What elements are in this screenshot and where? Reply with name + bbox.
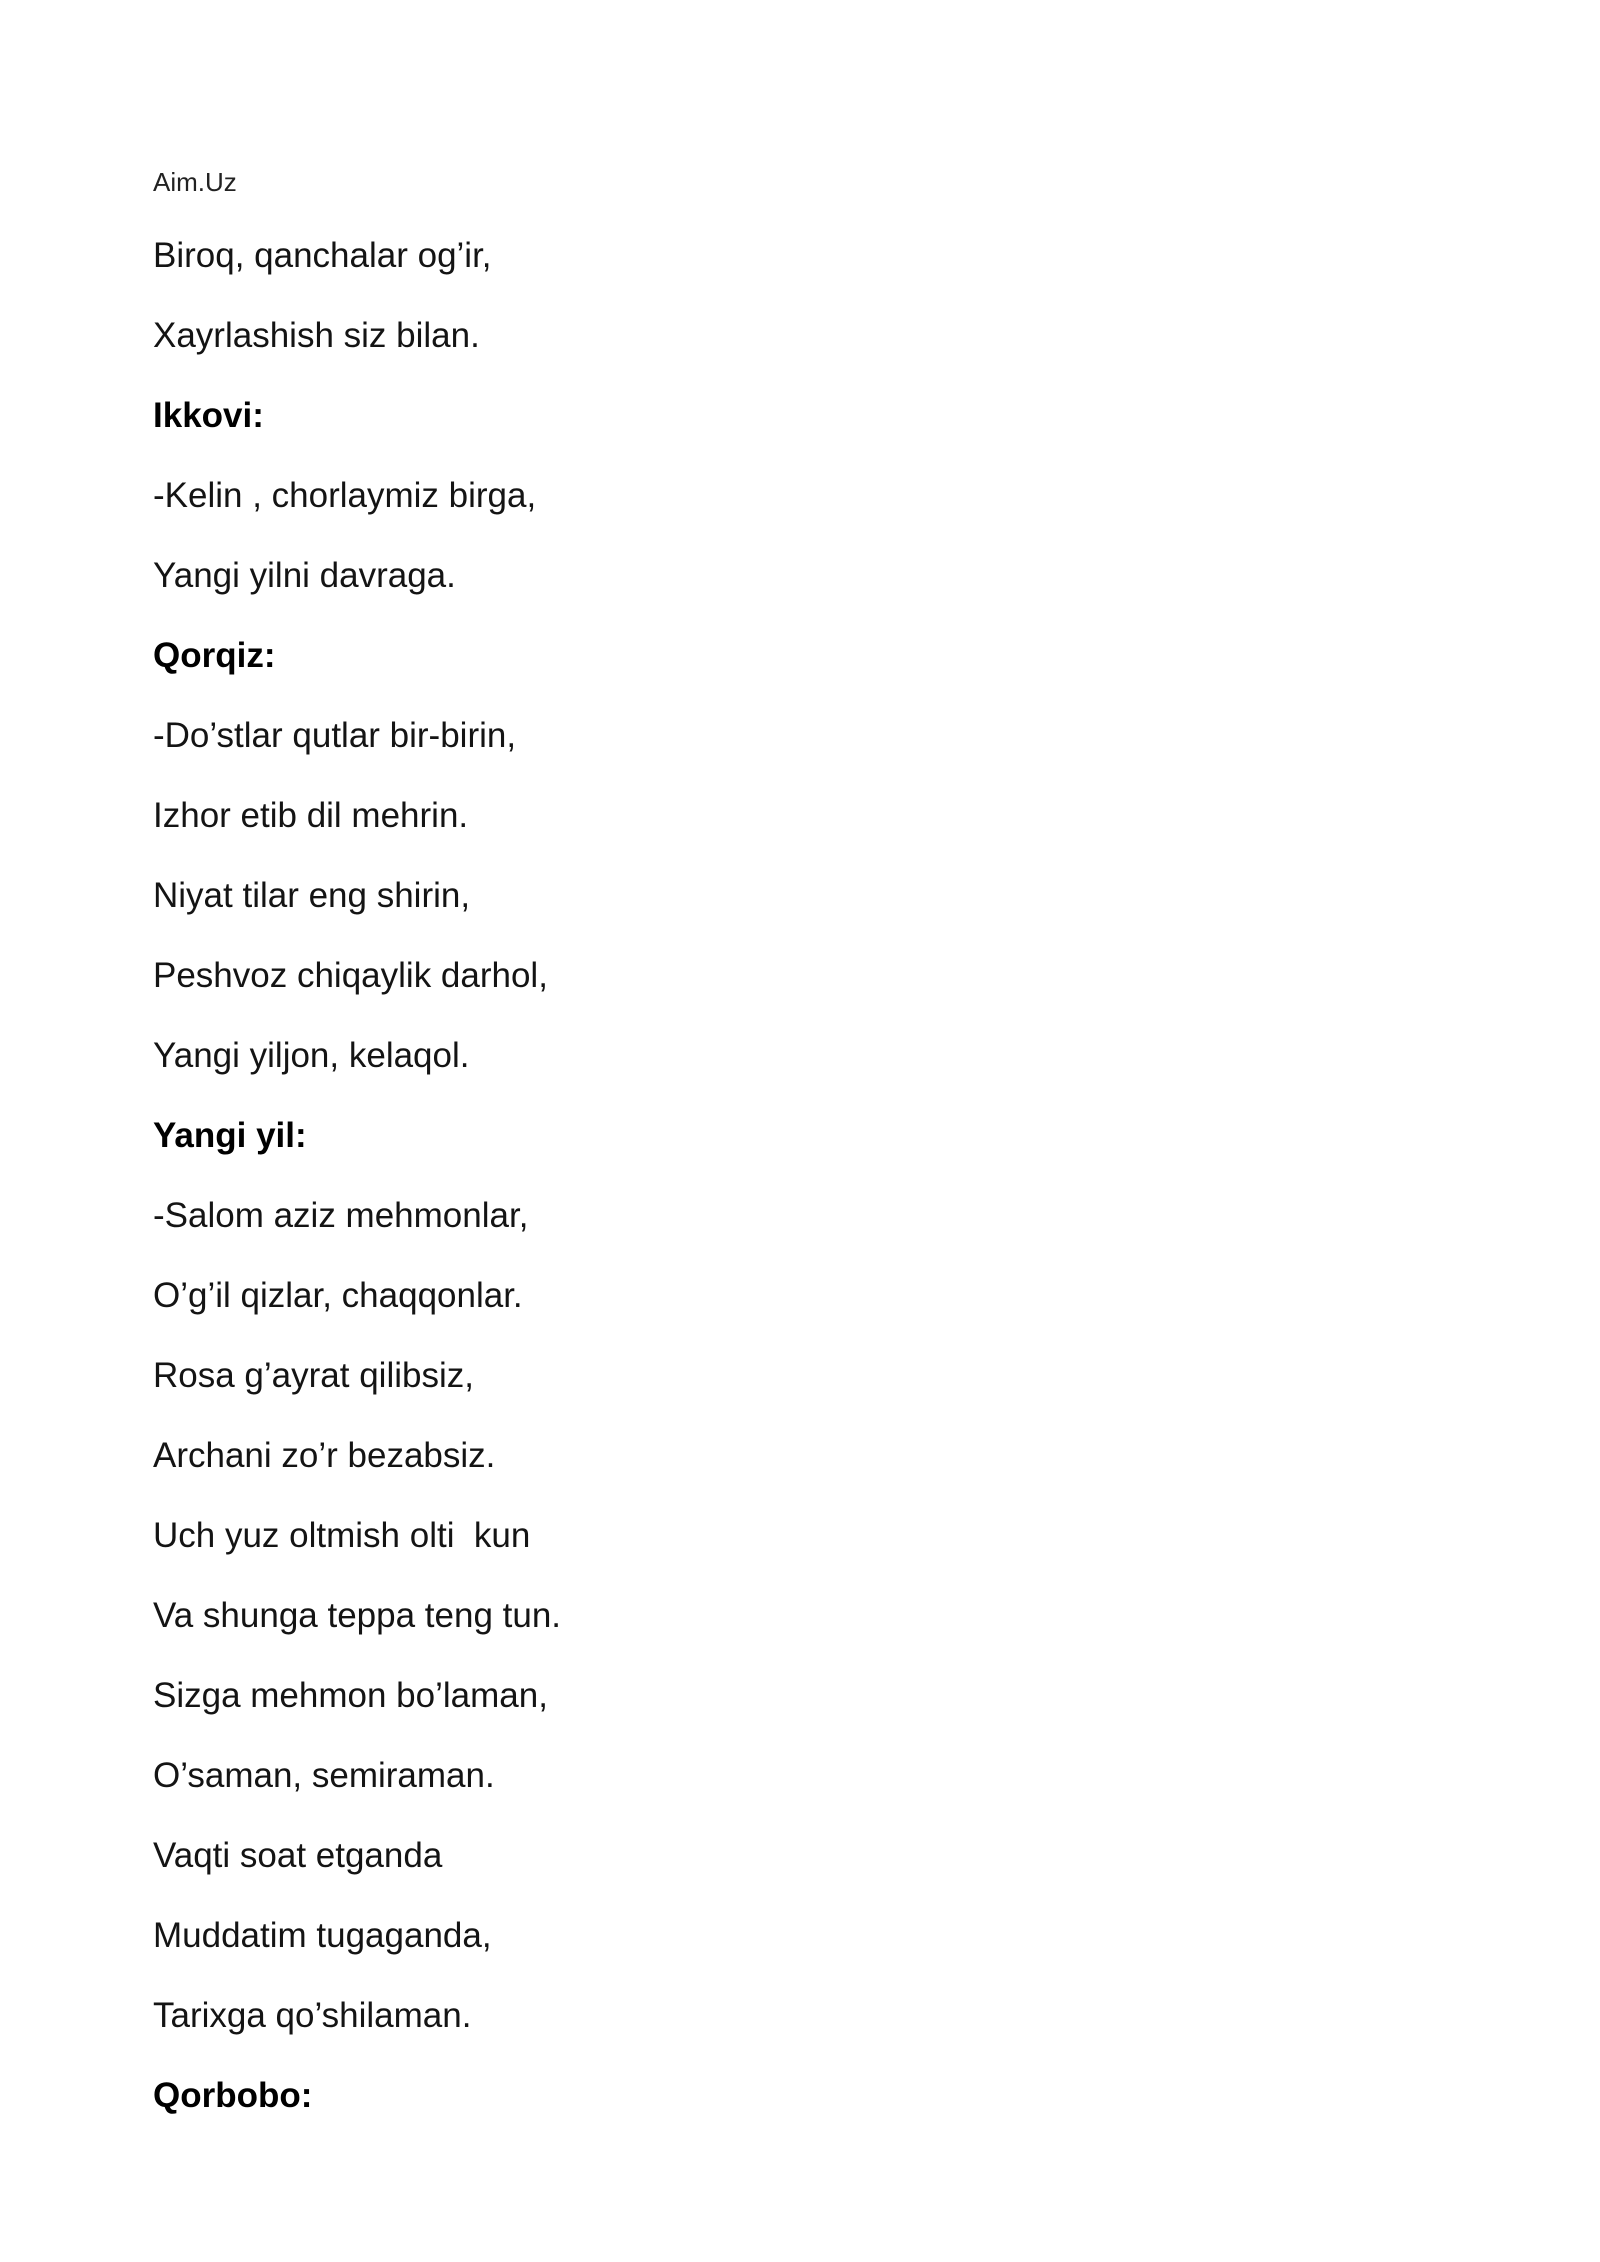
page-header: Aim.Uz	[153, 167, 237, 197]
speaker-name: Qorqiz:	[153, 636, 276, 675]
speaker-name: Yangi yil:	[153, 1116, 307, 1155]
poem-lines	[153, 228, 561, 2148]
verse-line: Niyat tilar eng shirin,	[153, 876, 471, 915]
verse-line: Archani zo’r bezabsiz.	[153, 1436, 496, 1475]
verse-line: Yangi yiljon, kelaqol.	[153, 1036, 470, 1075]
speaker-name: Ikkovi:	[153, 396, 264, 435]
verse-line: Biroq, qanchalar og’ir,	[153, 236, 492, 275]
verse-line: O’saman, semiraman.	[153, 1756, 495, 1795]
verse-line: Tarixga qo’shilaman.	[153, 1996, 472, 2035]
verse-line: -Kelin , chorlaymiz birga,	[153, 476, 537, 515]
verse-line: Izhor etib dil mehrin.	[153, 796, 469, 835]
verse-line: O’g’il qizlar, chaqqonlar.	[153, 1276, 523, 1315]
verse-line: -Do’stlar qutlar bir-birin,	[153, 716, 517, 755]
verse-line: -Salom aziz mehmonlar,	[153, 1196, 529, 1235]
verse-line: Uch yuz oltmish olti kun	[153, 1516, 531, 1555]
verse-line: Rosa g’ayrat qilibsiz,	[153, 1356, 474, 1395]
verse-line: Vaqti soat etganda	[153, 1836, 443, 1875]
verse-line: Muddatim tugaganda,	[153, 1916, 492, 1955]
speaker-name: Qorbobo:	[153, 2076, 313, 2115]
verse-line: Xayrlashish siz bilan.	[153, 316, 480, 355]
verse-line: Peshvoz chiqaylik darhol,	[153, 956, 548, 995]
verse-line: Sizga mehmon bo’laman,	[153, 1676, 548, 1715]
verse-line: Va shunga teppa teng tun.	[153, 1596, 562, 1635]
verse-line: Yangi yilni davraga.	[153, 556, 456, 595]
